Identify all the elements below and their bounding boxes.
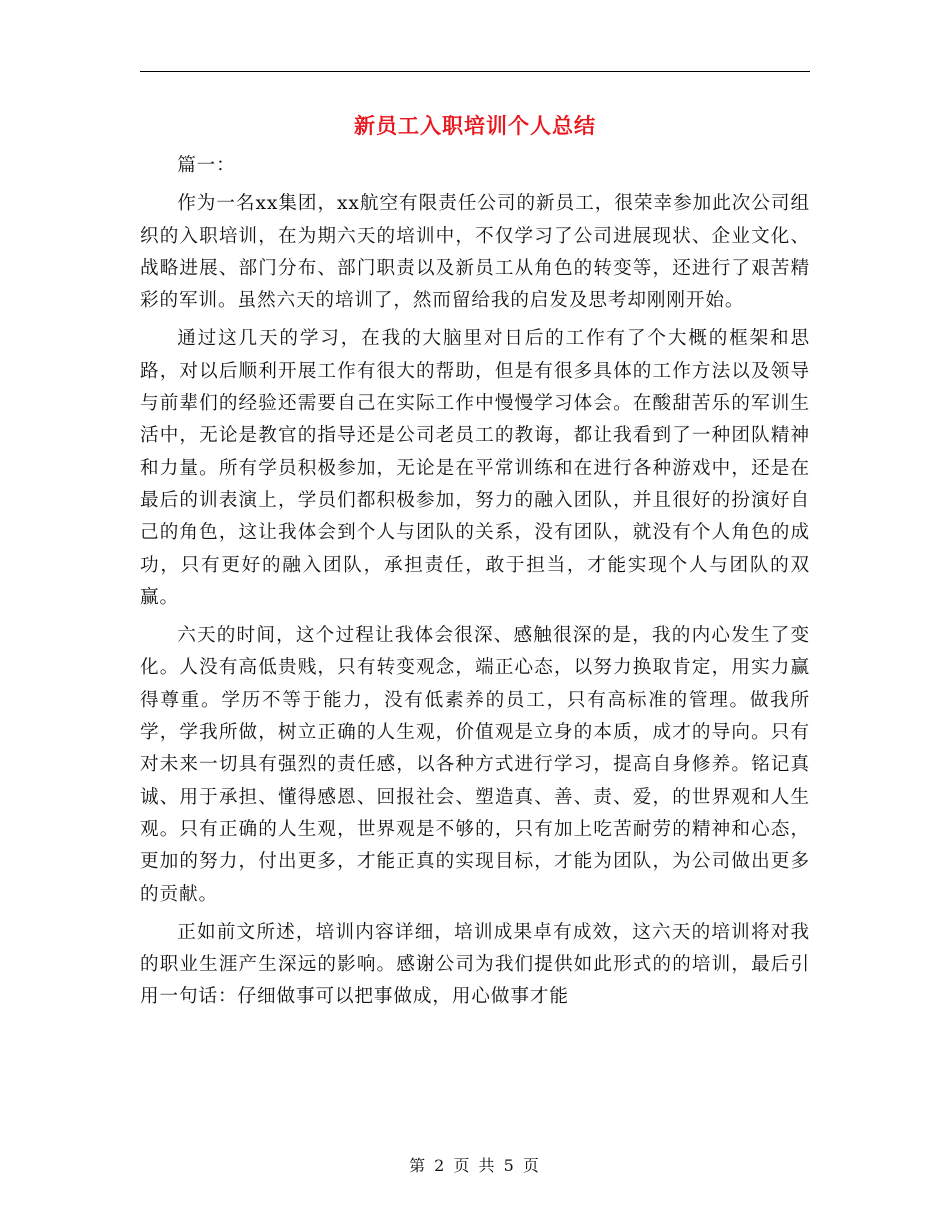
document-body: [140, 150, 810, 1020]
paragraph: 正如前文所述，培训内容详细，培训成果卓有成效，这六天的培训将对我的职业生涯产生深远的影响。感谢公司为我们提供如此形式的的培训，最后引用一句话：仔细做事可以把事做成，用心做事才能: [140, 921, 810, 1008]
paragraph: 通过这几天的学习，在我的大脑里对日后的工作有了个大概的框架和思路，对以后顺利开展工作有很大的帮助，但是有很多具体的工作方法以及领导与前辈们的经验还需要自己在实际工作中慢慢学习体会。在酸甜苦乐的军训生活中，无论是教官的指导还是公司老员工的教诲，都让我看到了一种团队精神和力量。所有学员积极参加，无论是在平常训练和在进行各种游戏中，还是在最后的训表演上，学员们都积极参加，努力的融入团队，并且很好的扮演好自己的角色，这让我体会到个人与团队的关系，没有团队，就没有个人角色的成功，只有更好的融入团队，承担责任，敢于担当，才能实现个人与团队的双赢。: [140, 328, 810, 608]
paragraph: 六天的时间，这个过程让我体会很深、感触很深的是，我的内心发生了变化。人没有高低贵贱，只有转变观念，端正心态，以努力换取肯定，用实力赢得尊重。学历不等于能力，没有低素养的员工，只有高标准的管理。做我所学，学我所做，树立正确的人生观，价值观是立身的本质，成才的导向。只有对未来一切具有强烈的责任感，以各种方式进行学习，提高自身修养。铭记真诚、用于承担、懂得感恩、回报社会、塑造真、善、责、爱，的世界观和人生观。只有正确的人生观，世界观是不够的，只有加上吃苦耐劳的精神和心态，更加的努力，付出更多，才能正真的实现目标，才能为团队，为公司做出更多的贡献。: [140, 625, 810, 905]
document-title: 新员工入职培训个人总结: [354, 113, 596, 138]
section-label: 篇一：: [177, 155, 236, 176]
header-rule: [140, 71, 810, 72]
page-number-footer: 第 2 页 共 5 页: [409, 1156, 541, 1175]
paragraph: 作为一名xx集团，xx航空有限责任公司的新员工，很荣幸参加此次公司组织的入职培训，在为期六天的培训中，不仅学习了公司进展现状、企业文化、战略进展、部门分布、部门职责以及新员工从角色的转变等，还进行了艰苦精彩的军训。虽然六天的培训了，然而留给我的启发及思考却刚刚开始。: [140, 193, 810, 312]
